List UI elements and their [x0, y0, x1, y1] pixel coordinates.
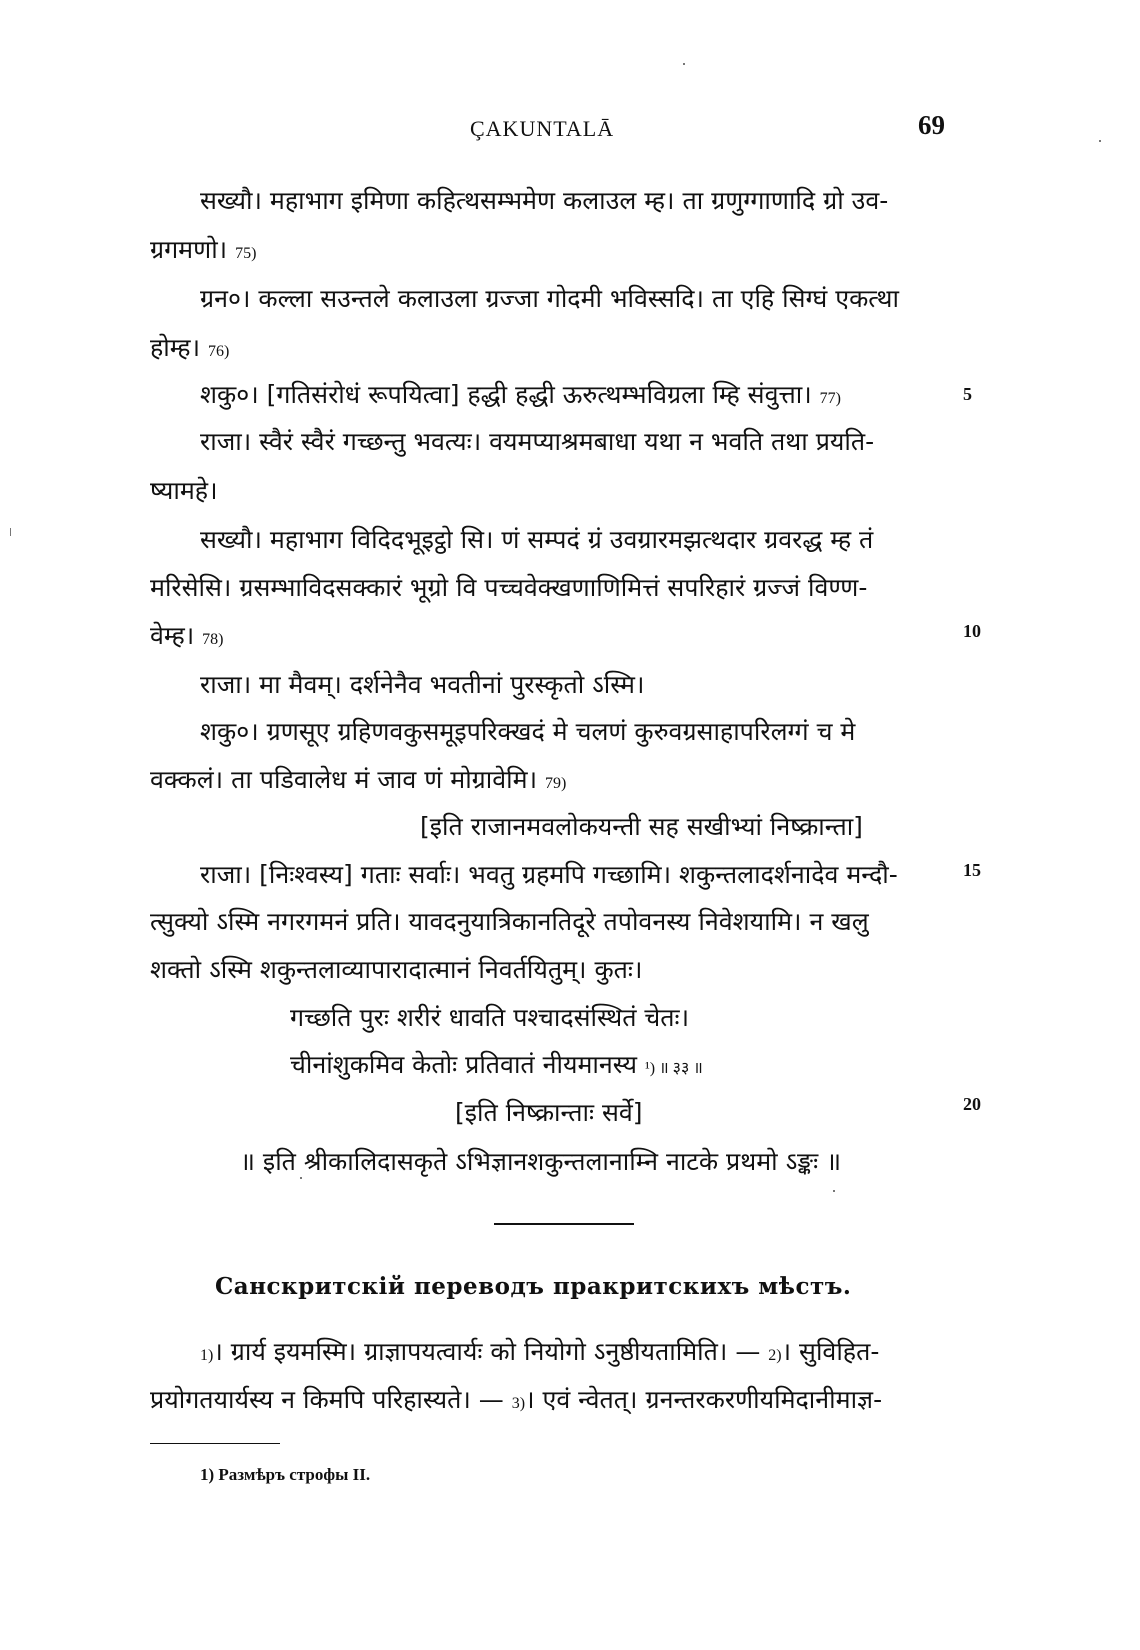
scan-speck — [10, 528, 11, 536]
text-line: सख्यौ। महाभाग विदिदभूइट्ठो सि। णं सम्पदं ग्रं उवग्रारमझत्थदार ग्रवरद्ध म्ह तं — [200, 525, 874, 554]
speech-number: 75) — [235, 245, 257, 262]
section-heading: Санскритскій переводъ пракритскихъ мѣстъ. — [215, 1273, 852, 1300]
text-line: ग्रन०। कल्ला सउन्तले कलाउला ग्रज्जा गोदमी भविस्सदि। ता एहि सिग्घं एकत्था — [200, 284, 899, 313]
text-line: वक्कलं। ता पडिवालेध मं जाव णं मोग्रावेमि। 79) — [150, 765, 567, 794]
act-colophon: ॥ इति श्रीकालिदासकृते ऽभिज्ञानशकुन्तलानाम्नि नाटके प्रथमो ऽङ्कः ॥ — [240, 1147, 842, 1176]
speech-number: 78) — [202, 631, 224, 648]
scan-speck — [683, 63, 685, 65]
speech-number: 76) — [208, 343, 230, 360]
stage-direction: [इति निष्क्रान्ताः सर्वे] — [455, 1098, 643, 1127]
text-line: शकु०। [गतिसंरोधं रूपयित्वा] हद्धी हद्धी ऊरुत्थम्भविग्रला म्हि संवुत्ता। 77) — [200, 380, 841, 409]
running-header-title: ÇAKUNTALĀ — [470, 116, 615, 141]
text-line: शक्तो ऽस्मि शकुन्तलाव्यापारादात्मानं निवर्तयितुम्। कुतः। — [150, 955, 643, 984]
text-line: सख्यौ। महाभाग इमिणा कहित्थसम्भमेण कलाउल म्ह। ता ग्रणुग्गाणादि ग्रो उव- — [200, 186, 889, 215]
section-divider — [494, 1223, 634, 1225]
line-number-20: 20 — [963, 1094, 981, 1114]
text-line: राजा। [निःश्वस्य] गताः सर्वाः। भवतु ग्रहमपि गच्छामि। शकुन्तलादर्शनादेव मन्दौ- — [200, 860, 898, 889]
scan-speck — [300, 1177, 302, 1179]
text-line: शकु०। ग्रणसूए ग्रहिणवकुसमूइपरिक्खदं मे चलणं कुरुवग्रसाहापरिलग्गं च मे — [200, 717, 856, 746]
text-line: वेम्ह। 78) — [150, 621, 224, 650]
scan-speck — [1099, 140, 1101, 142]
line-number-10: 10 — [963, 621, 981, 641]
line-number-5: 5 — [963, 384, 972, 404]
text-line: ष्यामहे। — [150, 476, 218, 505]
translation-line: प्रयोगतयार्यस्य न किमपि परिहास्यते। — 3)। एवं न्वेतत्। ग्रनन्तरकरणीयमिदानीमाज्ञ- — [150, 1385, 883, 1414]
stage-direction: [इति राजानमवलोकयन्ती सह सखीभ्यां निष्क्रान्ता] — [420, 812, 863, 841]
verse-number: ¹) ॥ ३३ ॥ — [644, 1060, 703, 1077]
footnote: 1) Размѣръ строфы II. — [200, 1465, 371, 1484]
translation-line: 1)। ग्रार्य इयमस्मि। ग्राज्ञापयत्वार्यः को नियोगो ऽनुष्ठीयतामिति। — 2)। सुविहित- — [200, 1337, 880, 1366]
line-number-15: 15 — [963, 860, 981, 880]
text-line: होम्ह। 76) — [150, 333, 230, 362]
note-number: 3) — [511, 1395, 526, 1412]
note-number: 2) — [768, 1347, 782, 1364]
page-number: 69 — [918, 110, 945, 140]
speech-number: 77) — [819, 390, 841, 407]
text-line: ग्रगमणो। 75) — [150, 235, 257, 264]
text-line: राजा। मा मैवम्। दर्शनेनैव भवतीनां पुरस्कृतो ऽस्मि। — [200, 670, 645, 699]
speech-number: 79) — [545, 775, 567, 792]
scan-speck — [833, 1190, 835, 1192]
text-line: राजा। स्वैरं स्वैरं गच्छन्तु भवत्यः। वयमप्याश्रमबाधा यथा न भवति तथा प्रयति- — [200, 427, 875, 456]
text-line: त्सुक्यो ऽस्मि नगरगमनं प्रति। यावदनुयात्रिकानतिदूरे तपोवनस्य निवेशयामि। न खलु — [150, 907, 869, 936]
text-line: मरिसेसि। ग्रसम्भाविदसक्कारं भूग्रो वि पच्चवेक्खणाणिमित्तं सपरिहारं ग्रज्जं विण्ण- — [150, 573, 868, 602]
note-number: 1) — [200, 1347, 214, 1364]
footnote-rule — [150, 1443, 280, 1444]
verse-line: चीनांशुकमिव केतोः प्रतिवातं नीयमानस्य ¹) ॥ ३३ ॥ — [290, 1050, 703, 1079]
verse-line: गच्छति पुरः शरीरं धावति पश्चादसंस्थितं चेतः। — [290, 1003, 690, 1032]
